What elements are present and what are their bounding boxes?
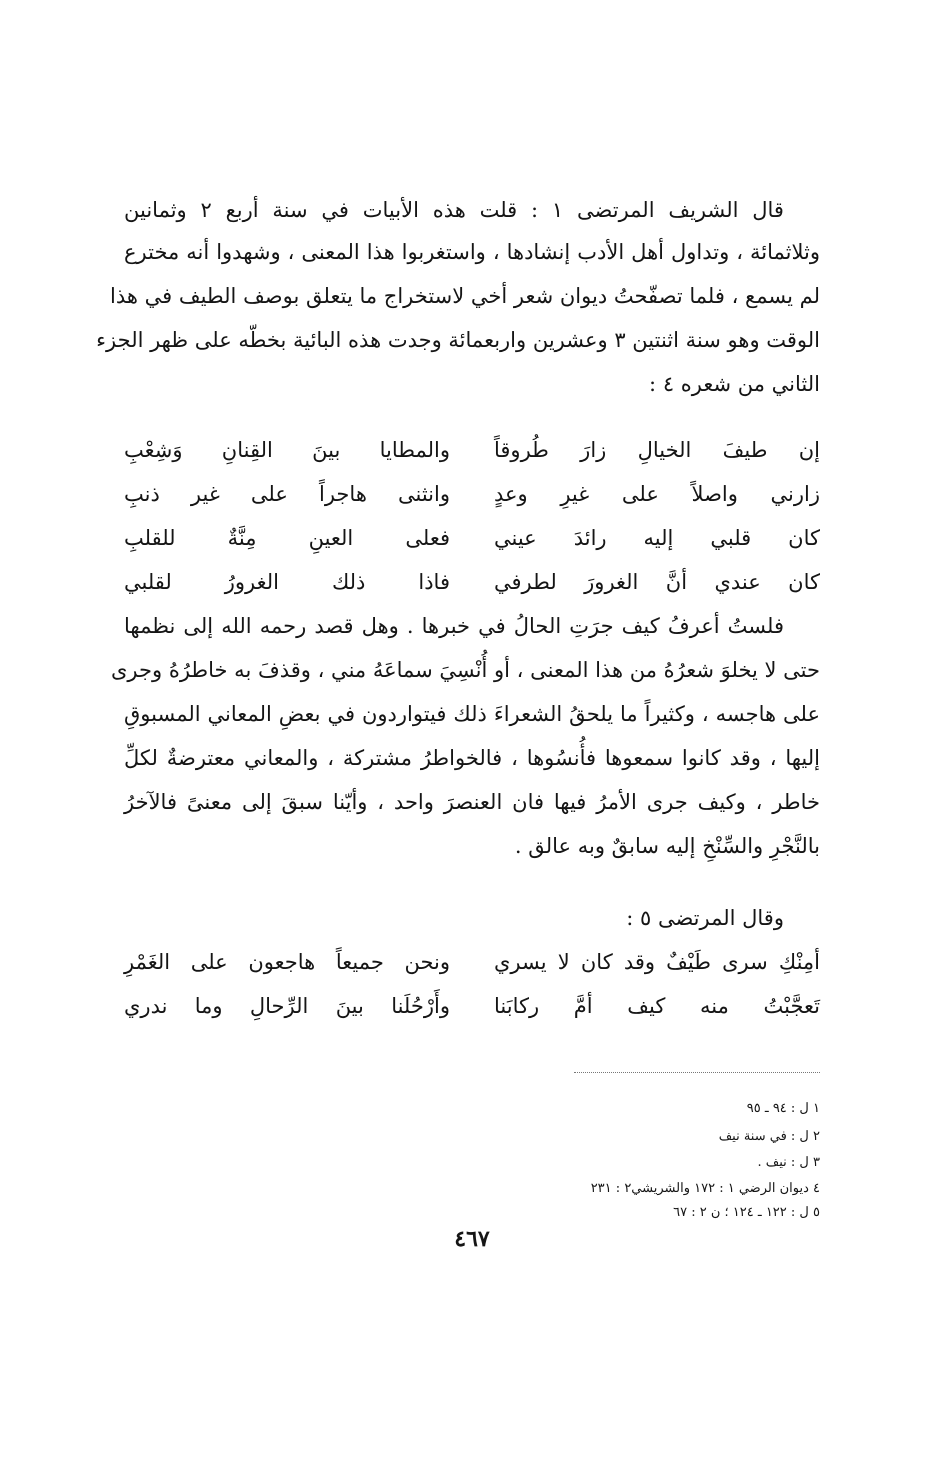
verse-row — [124, 994, 820, 1028]
footnote: ٥ ل : ١٢٢ ـ ١٢٤ ؛ ن ٢ : ٦٧ — [673, 1205, 820, 1220]
verse-first-hemistich: كان عندي أنَّ الغرورَ لطرفي — [494, 570, 820, 594]
second-poem-intro: وقال المرتضى ٥ : — [626, 906, 784, 930]
footnote: ٢ ل : في سنة نيف — [718, 1129, 820, 1144]
verse-second-hemistich: فعلى العينِ مِنَّةٌ للقلبِ — [124, 526, 450, 550]
verse-first-hemistich: أمِنْكِ سرى طَيْفٌ وقد كان لا يسري — [494, 950, 820, 974]
verse-first-hemistich: تَعجَّبْتُ منه كيف أمَّ ركابَنا — [494, 994, 820, 1018]
verse-first-hemistich: زارني واصلاً على غيرِ وعدٍ — [494, 482, 820, 506]
footnote: ٤ ديوان الرضي ١ : ١٧٢ والشريشي٢ : ٢٣١ — [590, 1181, 820, 1196]
verse-second-hemistich: والمطايا بينَ القِنانِ وَشِعْبِ — [124, 438, 450, 462]
page-number: ٤٦٧ — [454, 1226, 490, 1252]
discussion-line: فلستُ أعرفُ كيف جرَتِ الحالُ في خبرها . وهل قصد رحمه الله إلى نظمها — [124, 614, 784, 638]
verse-second-hemistich: ونحن جميعاً هاجعون على الغَمْرِ — [124, 950, 450, 974]
intro-line: قال الشريف المرتضى ١ : قلت هذه الأبيات في سنة أربع ٢ وثمانين — [124, 198, 784, 222]
verse-row — [124, 438, 820, 472]
verse-row — [124, 482, 820, 516]
verse-second-hemistich: وانثنى هاجراً على غير ذنبِ — [124, 482, 450, 506]
footnote: ١ ل : ٩٤ ـ ٩٥ — [746, 1101, 820, 1116]
verse-first-hemistich: كان قلبي إليه رائدَ عيني — [494, 526, 820, 550]
verse-row — [124, 570, 820, 604]
verse-row — [124, 526, 820, 560]
discussion-line: بالنَّجْرِ والسِّنْخِ إليه سابقٌ وبه عالق . — [514, 834, 820, 858]
verse-second-hemistich: وأَرْحُلَنا بينَ الرِّحالِ وما ندري — [124, 994, 450, 1018]
footnote: ٣ ل : نيف . — [757, 1155, 820, 1170]
discussion-line: حتى لا يخلوَ شعرُهُ من هذا المعنى ، أو أُنْسِيَ سماعَهُ مني ، وقذفَ به خاطرُهُ وجرى — [111, 658, 820, 682]
verse-first-hemistich: إن طيفَ الخيالِ زارَ طُروقاً — [494, 438, 820, 462]
discussion-line: خاطر ، وكيف جرى الأمرُ فيها فان العنصرَ واحد ، وأيّنا سبقَ إلى معنىً فالآخرُ — [124, 790, 820, 814]
discussion-line: على هاجسه ، وكثيراً ما يلحقُ الشعراءَ ذلك فيتواردون في بعضِ المعاني المسبوقِ — [124, 702, 820, 726]
intro-line: الوقت وهو سنة اثنتين ٣ وعشرين واربعمائة وجدت هذه البائية بخطّه على ظهر الجزء — [96, 328, 820, 352]
footnote-divider — [574, 1072, 820, 1073]
verse-row — [124, 950, 820, 984]
intro-line: الثاني من شعره ٤ : — [649, 372, 820, 396]
intro-line: وثلاثمائة ، وتداول أهل الأدب إنشادها ، واستغربوا هذا المعنى ، وشهدوا أنه مخترع — [124, 240, 820, 264]
discussion-line: إليها ، وقد كانوا سمعوها فأُنسُوها ، فالخواطرُ مشتركة ، والمعاني معترضةٌ لكلِّ — [124, 746, 820, 770]
intro-line: لم يسمع ، فلما تصفّحتُ ديوان شعر أخي لاستخراج ما يتعلق بوصف الطيف في هذا — [110, 284, 820, 308]
verse-second-hemistich: فاذا ذلك الغرورُ لقلبي — [124, 570, 450, 594]
